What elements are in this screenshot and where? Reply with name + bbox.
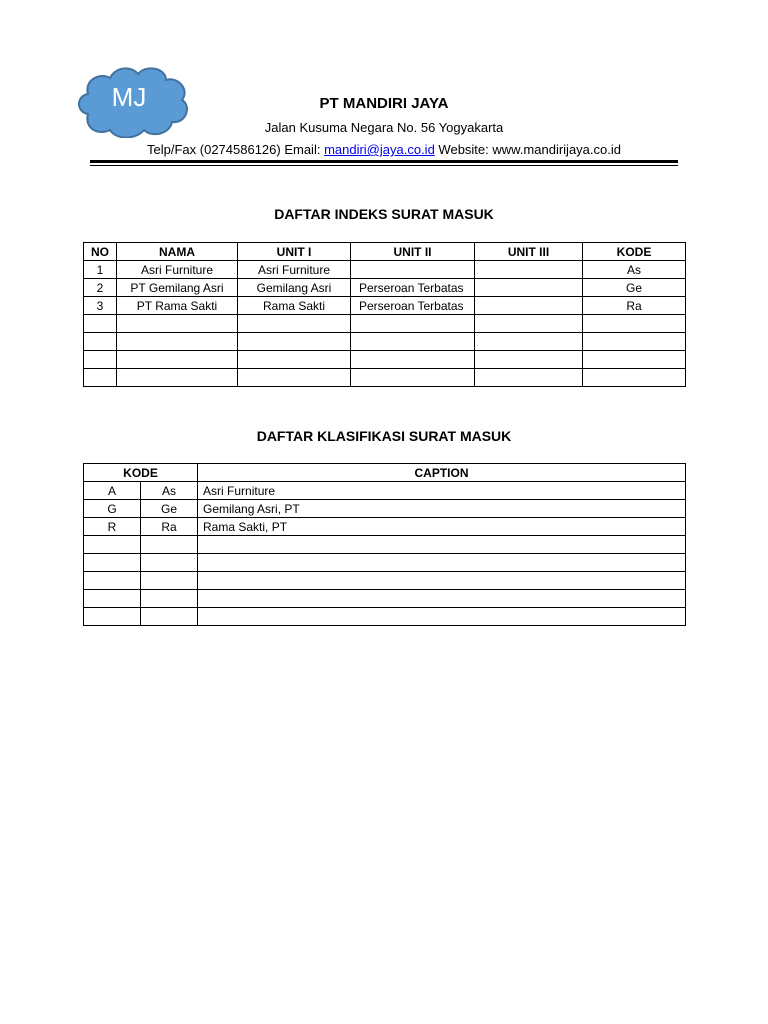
cell-caption: [198, 572, 686, 590]
cell-unit-3: [475, 369, 583, 387]
table-row: [84, 500, 686, 518]
table-row: [84, 482, 686, 500]
cell-caption: [198, 554, 686, 572]
cell-no: [84, 333, 117, 351]
cell-kode: [583, 315, 686, 333]
table-row: [84, 279, 686, 297]
table-row: [84, 554, 686, 572]
cell-unit-1: [238, 333, 351, 351]
class-section-title: DAFTAR KLASIFIKASI SURAT MASUK: [256, 428, 512, 444]
cell-kode: [141, 536, 198, 554]
cell-caption: Gemilang Asri, PT: [198, 500, 686, 518]
index-section-title: DAFTAR INDEKS SURAT MASUK: [274, 206, 494, 222]
cell-no: 1: [84, 261, 117, 279]
cell-unit-1: Gemilang Asri: [238, 279, 351, 297]
cell-no: [84, 351, 117, 369]
cell-unit-2: Perseroan Terbatas: [351, 279, 475, 297]
cell-no: [84, 369, 117, 387]
cell-no: 3: [84, 297, 117, 315]
email-link[interactable]: mandiri@jaya.co.id: [324, 142, 435, 157]
cell-caption: Rama Sakti, PT: [198, 518, 686, 536]
table-row: [84, 518, 686, 536]
cell-kode: [141, 554, 198, 572]
cell-unit-3: [475, 315, 583, 333]
cell-unit-1: Asri Furniture: [238, 261, 351, 279]
cell-kode-letter: G: [84, 500, 141, 518]
table-row: [84, 608, 686, 626]
cell-unit-1: [238, 369, 351, 387]
cell-no: [84, 315, 117, 333]
cell-unit-1: [238, 351, 351, 369]
cell-nama: [117, 369, 238, 387]
cell-caption: [198, 590, 686, 608]
cell-unit-2: [351, 333, 475, 351]
cell-unit-3: [475, 351, 583, 369]
cell-caption: [198, 536, 686, 554]
cell-caption: [198, 608, 686, 626]
cell-kode-letter: [84, 536, 141, 554]
cell-nama: PT Rama Sakti: [117, 297, 238, 315]
index-table: [83, 242, 686, 387]
cell-kode-letter: R: [84, 518, 141, 536]
cell-no: 2: [84, 279, 117, 297]
col-header-nama: NAMA: [117, 243, 238, 261]
cell-kode: [583, 369, 686, 387]
table-row: [84, 315, 686, 333]
classification-table: [83, 463, 686, 626]
cell-kode-letter: [84, 590, 141, 608]
cell-kode: Ge: [141, 500, 198, 518]
cell-kode: [583, 333, 686, 351]
cell-unit-2: [351, 315, 475, 333]
cell-kode-letter: [84, 572, 141, 590]
company-contact: [0, 142, 768, 157]
cell-unit-2: [351, 369, 475, 387]
cell-nama: [117, 315, 238, 333]
company-name: PT MANDIRI JAYA: [319, 95, 449, 112]
cell-kode: As: [141, 482, 198, 500]
cell-nama: [117, 333, 238, 351]
cell-kode: Ra: [141, 518, 198, 536]
table-row: [84, 297, 686, 315]
col-header-unit-2: UNIT II: [351, 243, 475, 261]
cell-unit-1: Rama Sakti: [238, 297, 351, 315]
logo-text: MJ: [111, 82, 147, 112]
table-row: [84, 333, 686, 351]
cell-kode: [141, 572, 198, 590]
contact-phone: Telp/Fax (0274586126) Email:: [147, 142, 325, 157]
cell-kode-letter: [84, 554, 141, 572]
table-row: [84, 369, 686, 387]
cell-unit-3: [475, 279, 583, 297]
cell-caption: Asri Furniture: [198, 482, 686, 500]
cell-kode-letter: [84, 608, 141, 626]
index-table-header: [84, 243, 686, 261]
cell-unit-3: [475, 333, 583, 351]
col-header-unit-3: UNIT III: [475, 243, 583, 261]
col-header-kode: KODE: [84, 464, 198, 482]
cell-unit-2: [351, 261, 475, 279]
cell-kode-letter: A: [84, 482, 141, 500]
cell-unit-2: Perseroan Terbatas: [351, 297, 475, 315]
contact-website: Website: www.mandirijaya.co.id: [434, 142, 621, 157]
cell-unit-1: [238, 315, 351, 333]
cell-unit-2: [351, 351, 475, 369]
header-rule-thick: [90, 160, 678, 163]
table-row: [84, 572, 686, 590]
cell-kode: Ra: [583, 297, 686, 315]
cell-kode: [141, 590, 198, 608]
cell-nama: Asri Furniture: [117, 261, 238, 279]
cell-unit-3: [475, 297, 583, 315]
col-header-caption: CAPTION: [198, 464, 686, 482]
cell-kode: [583, 351, 686, 369]
cell-kode: [141, 608, 198, 626]
cell-kode: Ge: [583, 279, 686, 297]
col-header-unit-1: UNIT I: [238, 243, 351, 261]
table-row: [84, 590, 686, 608]
table-row: [84, 536, 686, 554]
col-header-no: NO: [84, 243, 117, 261]
table-row: [84, 351, 686, 369]
cell-nama: [117, 351, 238, 369]
cell-nama: PT Gemilang Asri: [117, 279, 238, 297]
cell-unit-3: [475, 261, 583, 279]
header-rule-thin: [90, 165, 678, 166]
col-header-kode: KODE: [583, 243, 686, 261]
company-address: Jalan Kusuma Negara No. 56 Yogyakarta: [264, 120, 504, 135]
cell-kode: As: [583, 261, 686, 279]
table-row: [84, 261, 686, 279]
class-table-header: [84, 464, 686, 482]
